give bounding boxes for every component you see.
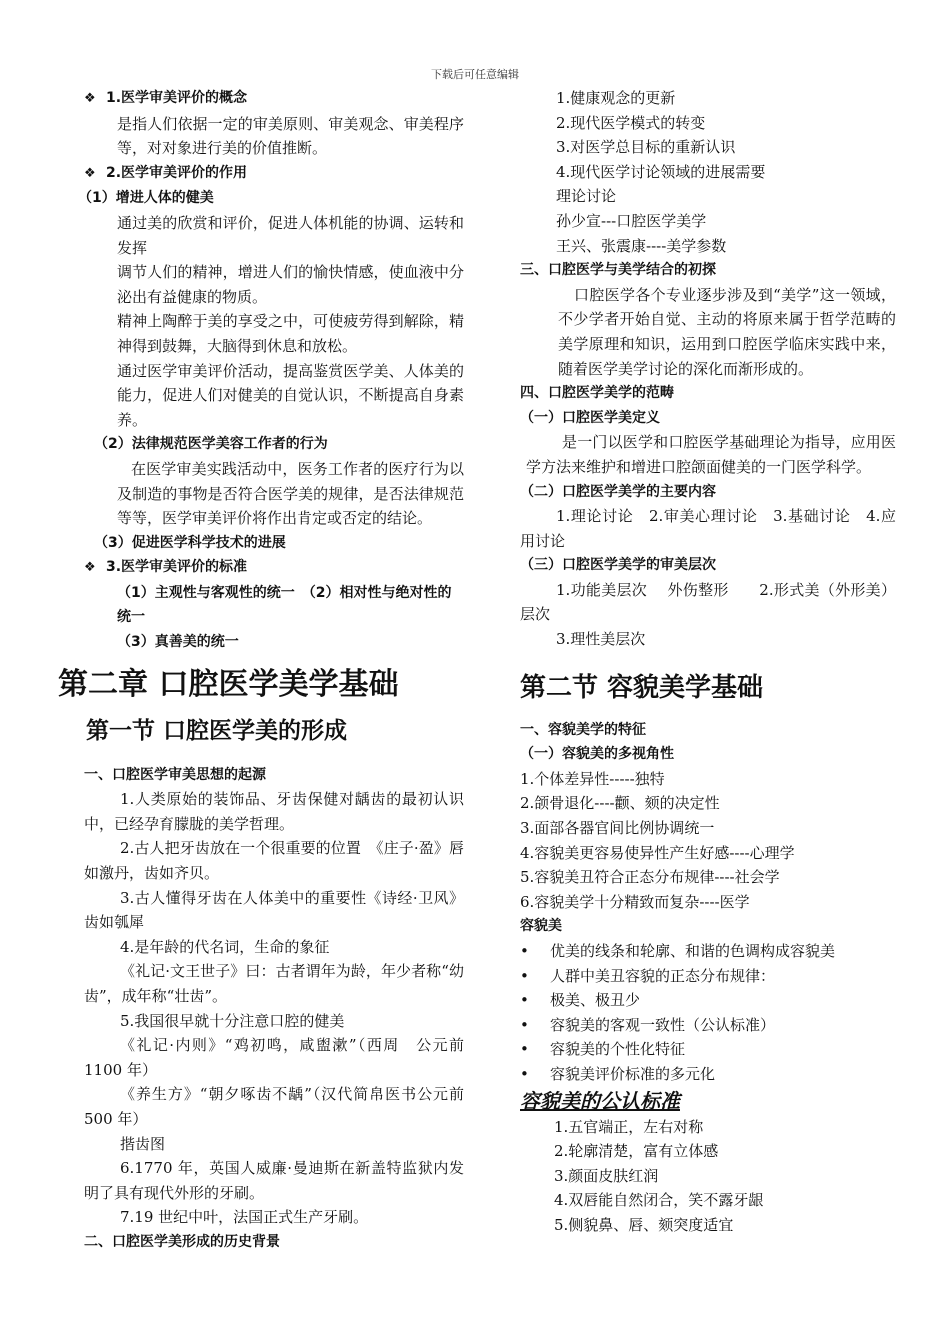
list-item: 4.双唇能自然闭合，笑不露牙龈: [554, 1191, 764, 1210]
paragraph: 口腔医学各个专业逐步涉及到“美学”这一领域，不少学者开始自觉、主动的将原来属于哲学范畴的美学原理和知识，运用到口腔医学临床实践中来，随着医学美学讨论的深化而渐形成的。: [558, 285, 896, 378]
list-item: 3.面部各器官间比例协调统一: [520, 819, 715, 838]
subheading: （2）法律规范医学美容工作者的行为: [94, 436, 328, 453]
list-item: 5.容貌美丑符合正态分布规律----社会学: [520, 868, 780, 887]
heading-history: 二、口腔医学美形成的历史背景: [84, 1233, 280, 1250]
paragraph: 5.我国很早就十分注意口腔的健美: [120, 1011, 345, 1030]
list-item: 1.个体差异性-----独特: [520, 769, 665, 788]
list-item: 5.侧貌鼻、唇、颏突度适宜: [554, 1215, 734, 1234]
subheading: （二）口腔医学美学的主要内容: [520, 483, 716, 500]
list-item: 1.五官端正，左右对称: [554, 1117, 704, 1136]
heading-origin: 一、口腔医学审美思想的起源: [84, 766, 266, 783]
subheading: （3）促进医学科学技术的进展: [94, 534, 286, 551]
right-column: [520, 86, 896, 1238]
left-column: [58, 86, 464, 1255]
bullet-item: • 优美的线条和轮廓、和谐的色调构成容貌美: [520, 939, 896, 964]
list-item: 1.健康观念的更新: [556, 89, 676, 107]
paragraph: 通过美的欣赏和评价，促进人体机能的协调、运转和发挥: [117, 213, 464, 257]
diamond-bullet-icon: ❖: [84, 560, 96, 576]
paragraph: 7.19 世纪中叶，法国正式生产牙刷。: [120, 1208, 369, 1227]
heading-eval-role: ❖ 2.医学审美评价的作用: [84, 161, 464, 187]
paragraph: 是一门以医学和口腔医学基础理论为指导，应用医学方法来维护和增进口腔颌面健美的一门医学科学。: [526, 433, 896, 476]
paragraph: 6.1770 年，英国人威廉·曼迪斯在新盖特监狱内发明了具有现代外形的牙刷。: [84, 1159, 464, 1202]
paragraph: 《礼记·文王世子》曰：古者谓年为龄，年少者称“幼齿”，成年称“壮齿”。: [84, 962, 464, 1005]
list-item: 2.现代医学模式的转变: [556, 113, 706, 132]
paragraph: 1.功能美层次 外伤整形 2.形式美（外形美）层次: [520, 580, 896, 624]
heading-eval-standard: ❖ 3.医学审美评价的标准: [84, 555, 464, 581]
diamond-bullet-icon: ❖: [84, 165, 96, 181]
list-item: 4.容貌美更容易使异性产生好感----心理学: [520, 843, 795, 862]
chapter-title: 第二章 口腔医学美学基础: [58, 666, 399, 702]
subheading: （1）增进人体的健美: [78, 190, 214, 207]
subheading: （一）容貌美的多视角性: [520, 746, 674, 763]
paragraph: 1.人类原始的装饰品、牙齿保健对龋齿的最初认识中，已经孕育朦胧的美学哲理。: [84, 790, 464, 833]
list-item: 王兴、张震康----美学参数: [556, 236, 727, 255]
paragraph: 通过医学审美评价活动，提高鉴赏医学美、人体美的能力，促进人们对健美的自觉认识，不断提高自身素养。: [117, 361, 464, 429]
paragraph: 调节人们的精神，增进人们的愉快情感，使血液中分泌出有益健康的物质。: [117, 263, 464, 306]
diamond-bullet-icon: ❖: [84, 91, 96, 106]
heading-features: 一、容貌美学的特征: [520, 721, 646, 738]
bullet-item: • 容貌美的客观一致性（公认标准）: [520, 1013, 896, 1038]
heading-eval-concept: ❖ 1.医学审美评价的概念: [84, 86, 464, 112]
paragraph: 4.是年龄的代名词，生命的象征: [120, 937, 330, 956]
paragraph: 3.理性美层次: [556, 630, 646, 649]
list-item: 3.对医学总目标的重新认识: [556, 138, 736, 157]
standard-title: 容貌美的公认标准: [520, 1088, 680, 1113]
bullet-item: • 极美、极丑少: [520, 988, 896, 1013]
page-header: 下载后可任意编辑: [431, 68, 519, 81]
paragraph: 《养生方》“朝夕啄齿不龋”（汉代简帛医书公元前 500 年）: [84, 1085, 464, 1128]
list-item: 理论讨论: [556, 187, 617, 206]
subheading: （一）口腔医学美定义: [520, 409, 660, 426]
list-item: 3.颜面皮肤红润: [554, 1166, 659, 1185]
list-item: 2.颌骨退化----颧、颏的决定性: [520, 794, 720, 813]
bullet-item: • 人群中美丑容貌的正态分布规律：: [520, 964, 896, 989]
standards-list: （1）主观性与客观性的统一 （2）相对性与绝对性的统一: [117, 584, 452, 626]
standards-list: （3）真善美的统一: [117, 634, 239, 651]
list-item: 6.容貌美学十分精致而复杂----医学: [520, 892, 750, 911]
list-item: 孙少宣---口腔医学美学: [556, 211, 707, 230]
paragraph: 3.古人懂得牙齿在人体美中的重要性《诗经·卫风》齿如瓠犀: [84, 888, 464, 932]
paragraph: 1.理论讨论 2.审美心理讨论 3.基础讨论 4.应用讨论: [520, 507, 896, 550]
section-title: 第一节 口腔医学美的形成: [86, 717, 348, 744]
paragraph: 揩齿图: [120, 1134, 166, 1153]
list-item: 4.现代医学讨论领域的进展需要: [556, 162, 766, 181]
paragraph: 是指人们依据一定的审美原则、审美观念、审美程序等，对对象进行美的价值推断。: [117, 114, 464, 158]
section-title: 第二节 容貌美学基础: [520, 672, 764, 703]
heading-scope: 四、口腔医学美学的范畴: [520, 385, 674, 402]
bullet-item: • 容貌美评价标准的多元化: [520, 1062, 896, 1087]
paragraph: 《礼记·内则》“鸡初鸣，咸盥漱”（西周 公元前 1100 年）: [84, 1036, 464, 1079]
subheading: （三）口腔医学美学的审美层次: [520, 557, 716, 574]
paragraph: 精神上陶醉于美的享受之中，可使疲劳得到解除，精神得到鼓舞，大脑得到休息和放松。: [117, 312, 464, 355]
heading-combination: 三、口腔医学与美学结合的初探: [520, 262, 716, 279]
heading-appearance: 容貌美: [520, 918, 562, 935]
paragraph: 在医学审美实践活动中，医务工作者的医疗行为以及制造的事物是否符合医学美的规律，是否法律规范等等，医学审美评价将作出肯定或否定的结论。: [117, 459, 464, 528]
bullet-item: • 容貌美的个性化特征: [520, 1037, 896, 1062]
list-item: 2.轮廓清楚，富有立体感: [554, 1142, 719, 1161]
paragraph: 2.古人把牙齿放在一个很重要的位置 《庄子·盈》唇如激丹，齿如齐贝。: [84, 839, 464, 883]
